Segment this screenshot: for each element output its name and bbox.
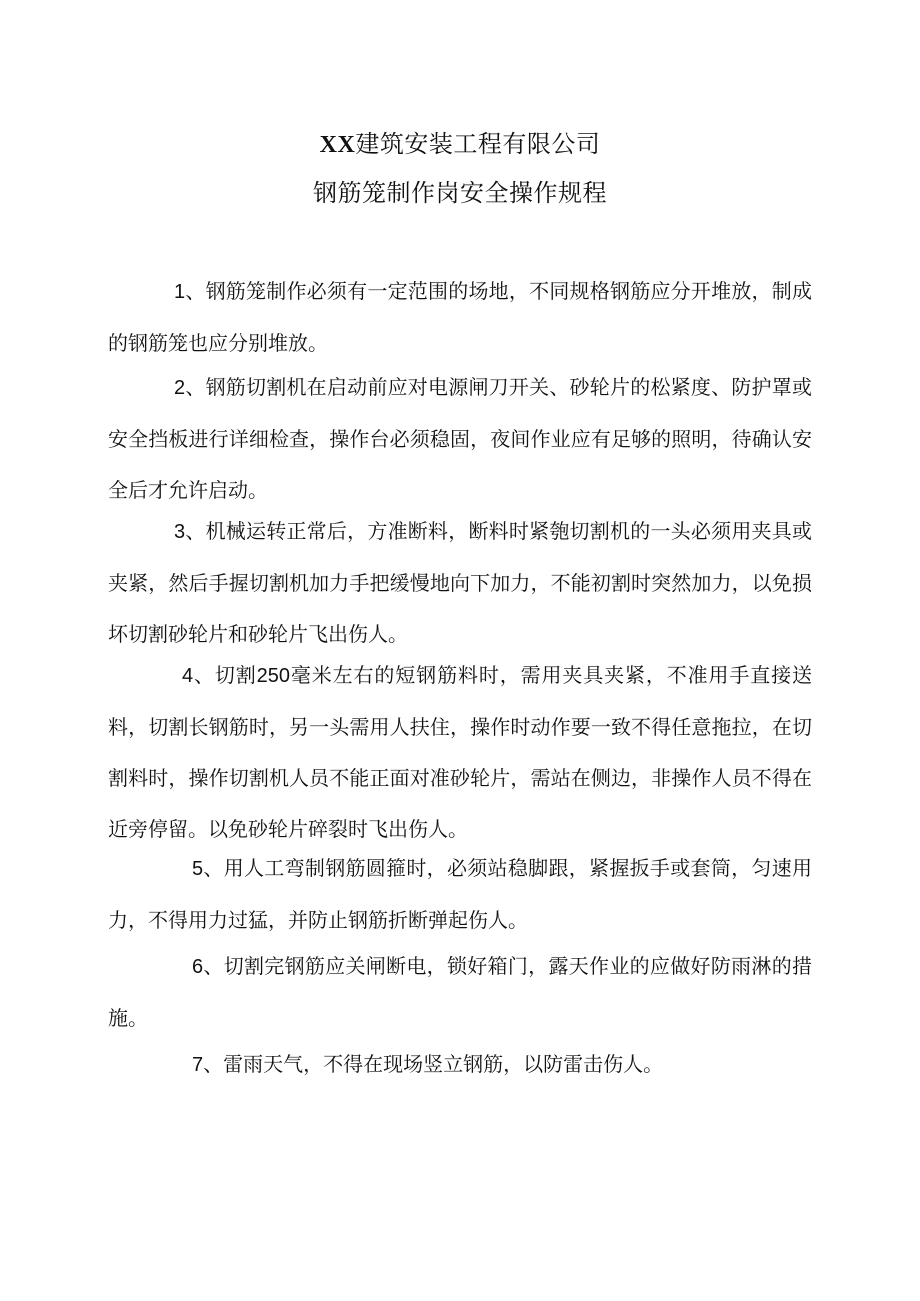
rule-item-3 — [108, 506, 812, 660]
title-prefix: XX — [319, 132, 356, 158]
rule-item-4 — [108, 650, 812, 855]
rule-item-7 — [108, 1039, 812, 1091]
rule-text-part-b: 毫米左右的短钢筋料时，需用夹具夹紧，不准用手直接送料，切割长钢筋时，另一头需用人扶住，操作时动作要一致不得任意拖拉，在切割料时，操作切割机人员不能正面对准砂轮片，需站在侧边，非操作人员不得在近旁停留。以免砂轮片碎裂时飞出伤人。 — [108, 663, 813, 841]
document-title — [0, 129, 920, 160]
rule-text: 、切割完钢筋应关闸断电，锁好箱门，露天作业的应做好防雨淋的措施。 — [108, 954, 812, 1030]
rule-text: 、钢筋笼制作必须有一定范围的场地，不同规格钢筋应分开堆放，制成的钢筋笼也应分别堆放。 — [108, 279, 812, 355]
rule-number: 4 — [182, 665, 194, 687]
rule-item-2 — [108, 362, 812, 516]
rule-text: 、机械运转正常后，方准断料，断料时紧匏切割机的一头必须用夹具或夹紧，然后手握切割机加力手把缓慢地向下加力，不能初割时突然加力，以免损坏切割砂轮片和砂轮片飞出伤人。 — [108, 519, 812, 646]
rule-number: 6 — [192, 956, 204, 978]
rule-text: 、钢筋切割机在启动前应对电源闸刀开关、砂轮片的松紧度、防护罩或安全挡板进行详细检查，操作台必须稳固，夜间作业应有足够的照明，待确认安全后才允许启动。 — [108, 375, 812, 502]
rule-item-6 — [108, 941, 812, 1044]
title-company: 建筑安装工程有限公司 — [355, 130, 601, 158]
rule-number: 3 — [174, 521, 186, 543]
rule-number: 5 — [192, 858, 204, 880]
rule-length-value: 250 — [256, 665, 291, 687]
rule-text: 、雷雨天气，不得在现场竖立钢筋，以防雷击伤人。 — [203, 1052, 664, 1076]
rule-item-1 — [108, 266, 812, 369]
rule-number: 1 — [174, 281, 186, 303]
rule-text-part-a: 、切割 — [193, 663, 257, 687]
rule-number: 2 — [174, 377, 186, 399]
document-subtitle: 钢筋笼制作岗安全操作规程 — [313, 179, 607, 207]
rule-item-5 — [108, 843, 812, 946]
rule-text: 、用人工弯制钢筋圆箍时，必须站稳脚跟，紧握扳手或套筒，匀速用力，不得用力过猛，并防止钢筋折断弹起伤人。 — [108, 856, 812, 932]
rule-number: 7 — [192, 1054, 204, 1076]
